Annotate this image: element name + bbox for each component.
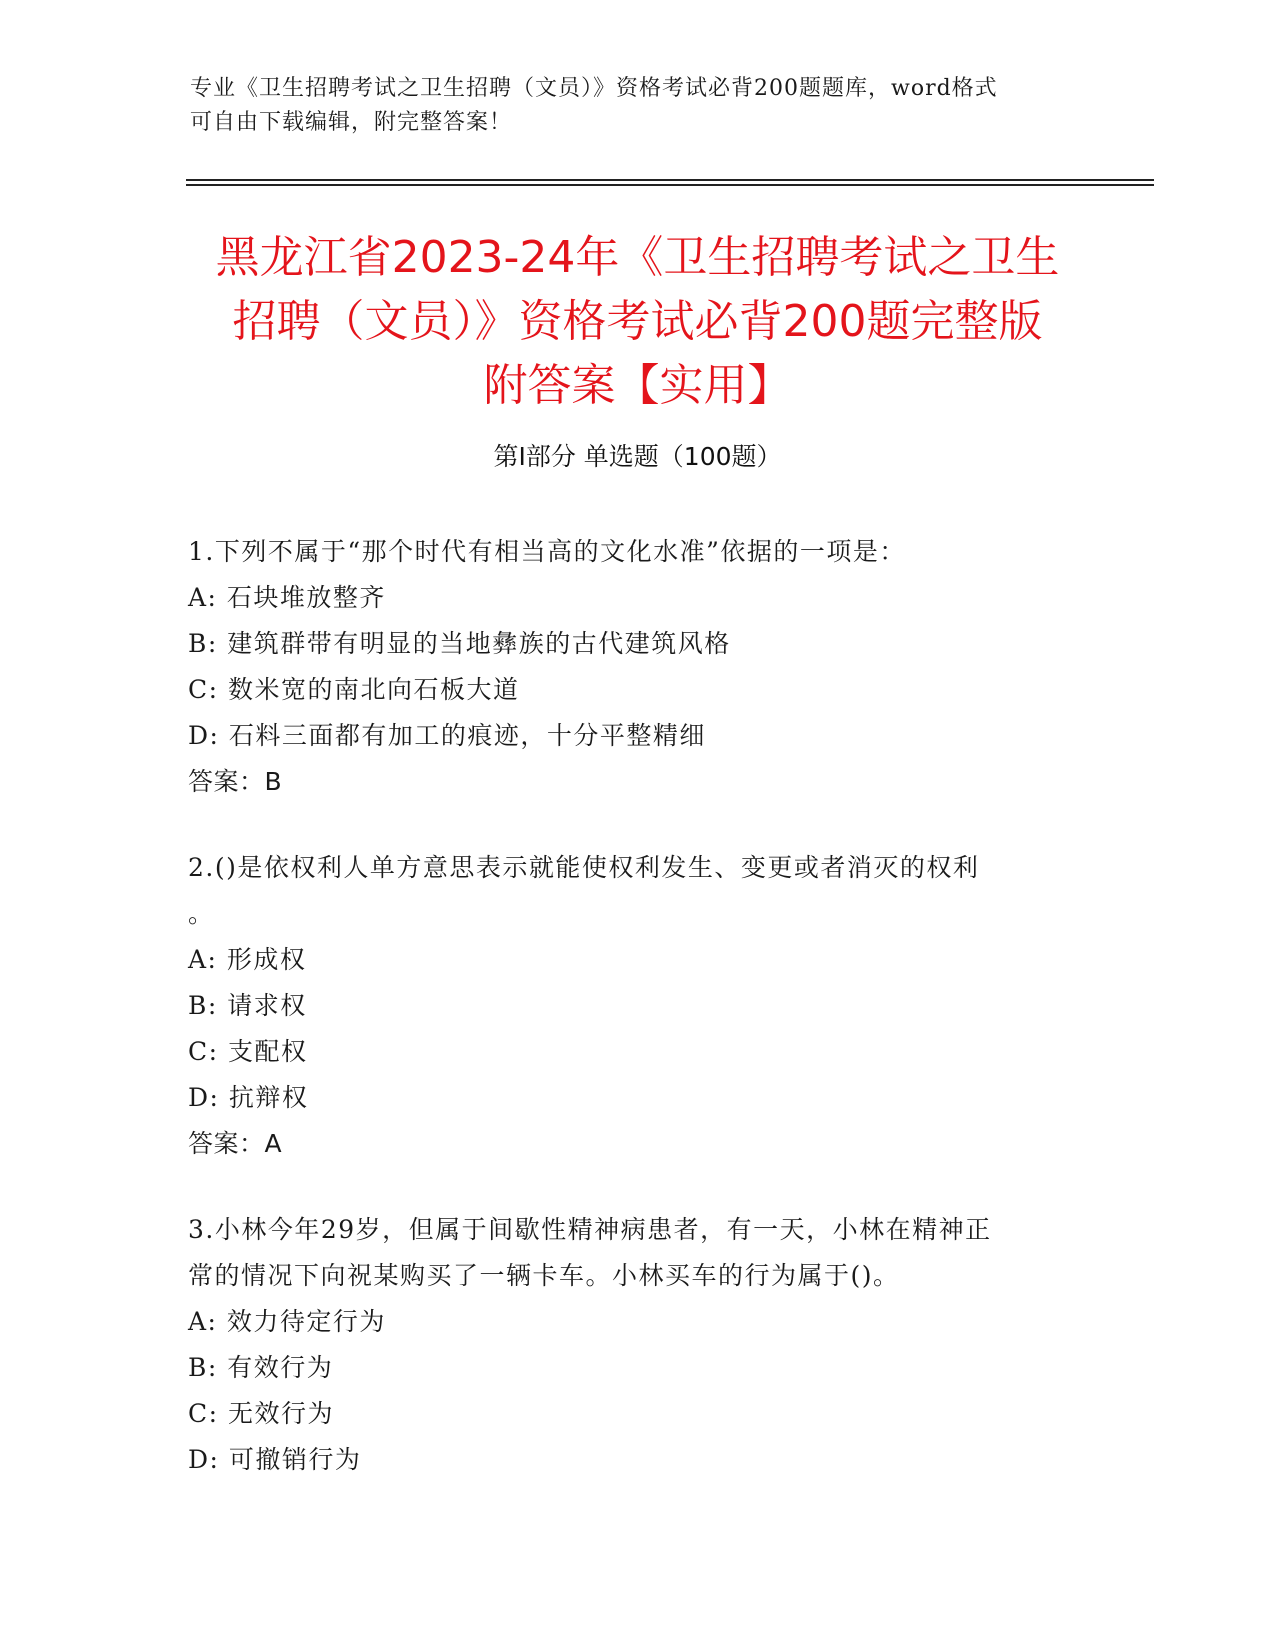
question-stem-line: 2.()是依权利人单方意思表示就能使权利发生、变更或者消灭的权利 — [188, 853, 980, 882]
question-stem-line: 。 — [188, 899, 215, 928]
question-stem — [188, 529, 1088, 575]
document-title — [180, 226, 1095, 418]
question-list — [188, 529, 1088, 1523]
question-item — [188, 1207, 1088, 1483]
question-stem — [188, 845, 1088, 937]
header-note — [190, 72, 1090, 140]
header-note-line-2: 可自由下载编辑，附完整答案！ — [190, 110, 513, 135]
answer-option: C: 无效行为 — [188, 1399, 334, 1428]
answer-key: 答案：A — [188, 1129, 283, 1158]
header-note-line-1: 专业《卫生招聘考试之卫生招聘（文员）》资格考试必背200题题库，word格式 — [190, 76, 998, 101]
answer-option: D: 抗辩权 — [188, 1083, 309, 1112]
answer-option: D: 可撤销行为 — [188, 1445, 362, 1474]
answer-option: C: 支配权 — [188, 1037, 308, 1066]
question-stem-line: 常的情况下向祝某购买了一辆卡车。小林买车的行为属于()。 — [188, 1261, 900, 1290]
title-line-2: 招聘（文员）》资格考试必背200题完整版 — [232, 296, 1043, 347]
section-title: 第Ⅰ部分 单选题（100题） — [493, 442, 782, 471]
question-stem-line: 1.下列不属于“那个时代有相当高的文化水准”依据的一项是： — [188, 537, 906, 566]
answer-option: D: 石料三面都有加工的痕迹，十分平整精细 — [188, 721, 706, 750]
header-divider-bottom — [186, 184, 1154, 186]
answer-option: B: 请求权 — [188, 991, 307, 1020]
question-item — [188, 845, 1088, 1167]
title-line-1: 黑龙江省2023-24年《卫生招聘考试之卫生 — [215, 232, 1060, 283]
answer-option: A: 形成权 — [188, 945, 307, 974]
answer-option: C: 数米宽的南北向石板大道 — [188, 675, 520, 704]
answer-option: B: 建筑群带有明显的当地彝族的古代建筑风格 — [188, 629, 731, 658]
answer-option: A: 石块堆放整齐 — [188, 583, 386, 612]
question-stem — [188, 1207, 1088, 1299]
question-stem-line: 3.小林今年29岁，但属于间歇性精神病患者，有一天，小林在精神正 — [188, 1215, 992, 1244]
answer-option: A: 效力待定行为 — [188, 1307, 386, 1336]
answer-key: 答案：B — [188, 767, 283, 796]
answer-option: B: 有效行为 — [188, 1353, 334, 1382]
title-line-3: 附答案【实用】 — [483, 360, 792, 411]
header-divider-top — [186, 179, 1154, 181]
question-item — [188, 529, 1088, 805]
